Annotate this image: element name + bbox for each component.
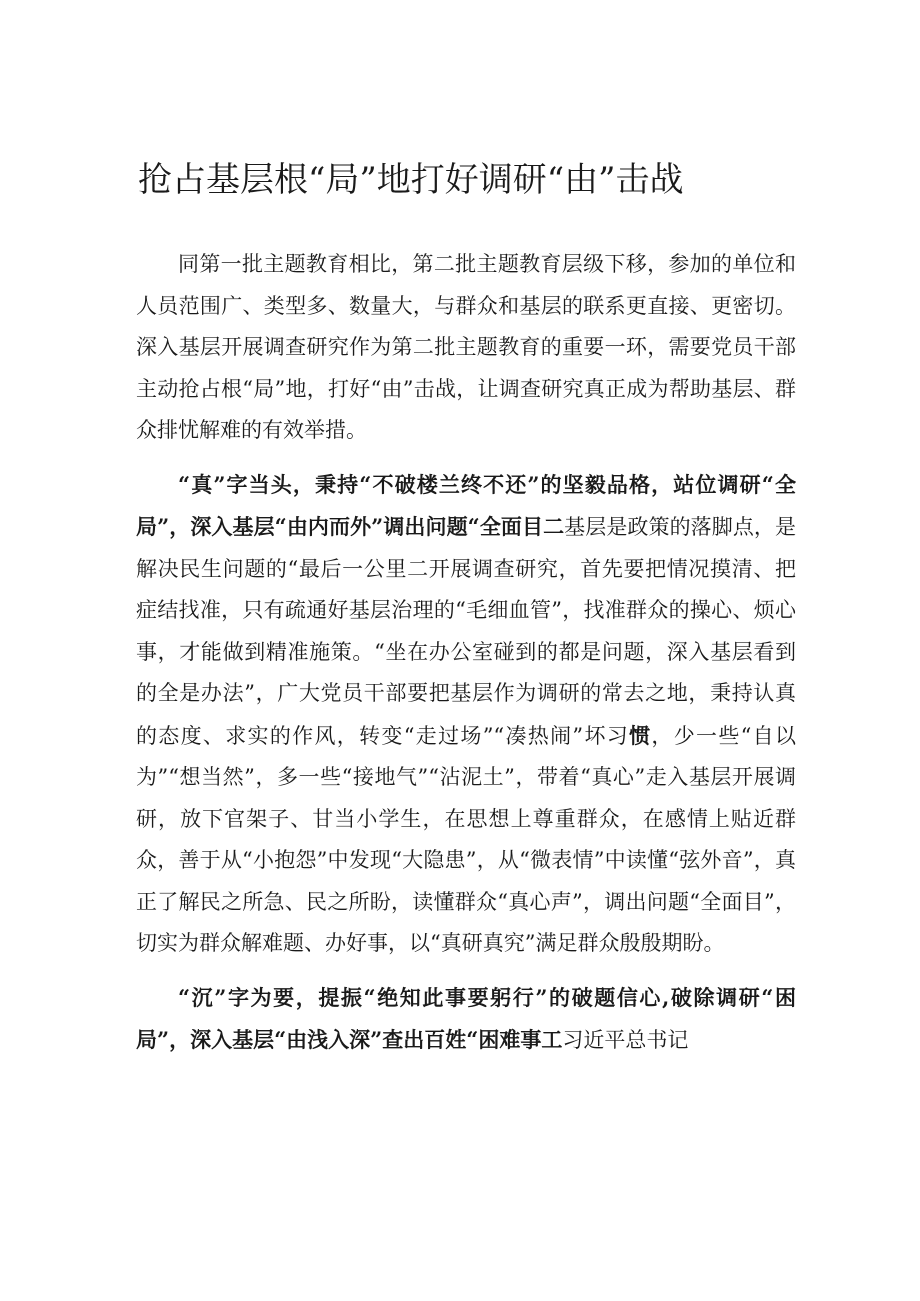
paragraph-text: 习近平总书记 bbox=[562, 1028, 689, 1052]
paragraph-intro bbox=[136, 244, 796, 452]
paragraph-text: ，少一些“自以为”“想当然”，多一些“接地气”“沾泥土”，带着“真心”走入基层开展调研，放下官架子、甘当小学生，在思想上尊重群众，在感情上贴近群众，善于从“小抱怨”中发现“大隐患”，从“微表情”中读懂“弦外音”，真正了解民之所急、民之所盼，读懂群众“真心声”，调出问题“全面目”，切实为群众解难题、办好事，以“真研真究”满足群众殷殷期盼。 bbox=[136, 723, 796, 955]
document-title: 抢占基层根“局”地打好调研“由”击战 bbox=[138, 160, 684, 200]
paragraph-chen bbox=[136, 977, 796, 1062]
paragraph-zhen bbox=[136, 464, 796, 965]
document-body bbox=[136, 244, 796, 1062]
paragraph-bold-char: 惯 bbox=[629, 722, 652, 748]
paragraph-text: 基层是政策的落脚点，是解决民生问题的“最后一公里二开展调查研究，首先要把情况摸清、把症结找准，只有疏通好基层治理的“毛细血管”，找准群众的操心、烦心事，才能做到精准施策。“坐在办公室碰到的都是问题，深入基层看到的全是办法”，广大党员干部要把基层作为调研的常去之地，秉持认真的态度、求实的作风，转变“走过场”“凑热闹”坏习 bbox=[136, 515, 796, 748]
paragraph-lead-bold: “沉”字为要，提振“绝知此事要躬行”的破题信心,破除调研“困局”，深入基层“由浅入深”查出百姓“困难事工 bbox=[136, 984, 796, 1052]
paragraph-lead-bold: “真”字当头，秉持“不破楼兰终不还”的坚毅品格，站位调研“全局”，深入基层“由内而外”调出问题“全面目二 bbox=[136, 471, 796, 539]
paragraph-text: 同第一批主题教育相比，第二批主题教育层级下移，参加的单位和人员范围广、类型多、数量大，与群众和基层的联系更直接、更密切。深入基层开展调查研究作为第二批主题教育的重要一环，需要党员干部主动抢占根“局”地，打好“由”击战，让调查研究真正成为帮助基层、群众排忧解难的有效举措。 bbox=[136, 252, 796, 442]
